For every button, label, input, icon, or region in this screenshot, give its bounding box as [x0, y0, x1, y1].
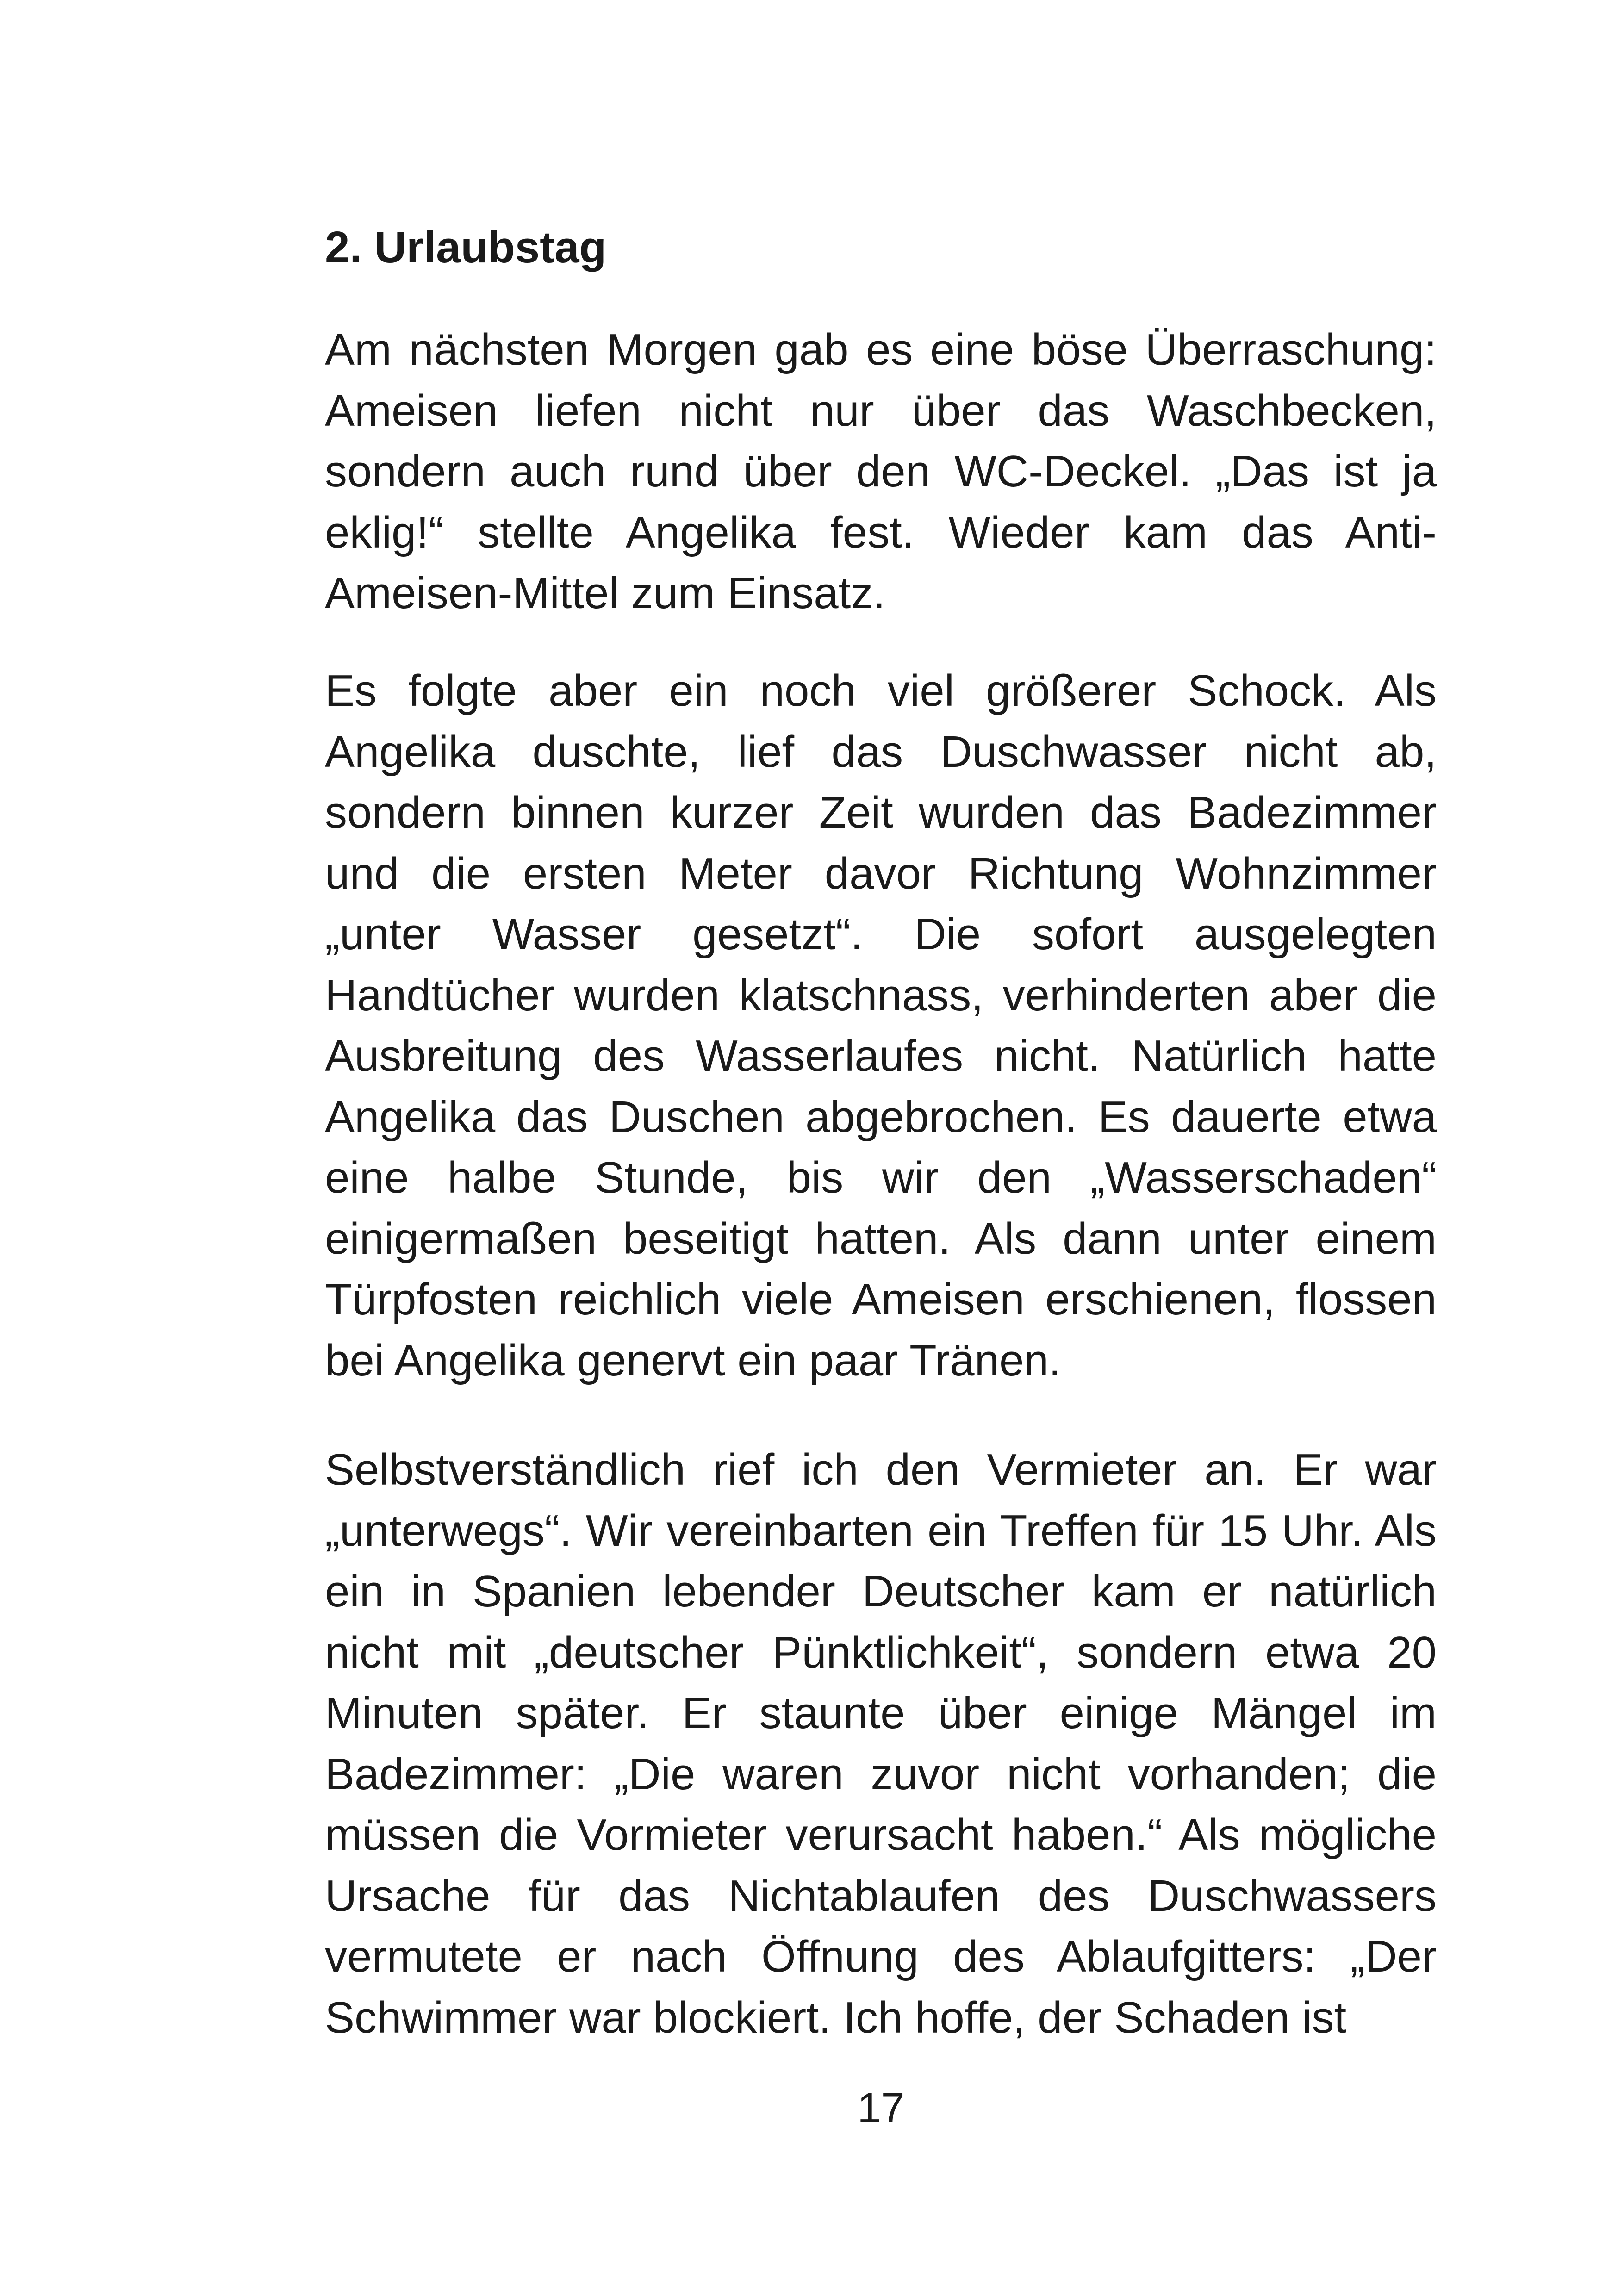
paragraph-ant-surprise: Am nächsten Morgen gab es eine böse Überraschung: Ameisen liefen nicht nur über das Waschbecken, sondern auch rund über den WC-Deckel. „Das ist ja eklig!“ stellte Angelika fest. Wieder kam das Anti-Ameisen-Mittel zum Einsatz.	[325, 325, 1437, 618]
chapter-heading: 2. Urlaubstag	[325, 223, 607, 272]
paragraph-landlord-visit: Selbstverständlich rief ich den Vermieter an. Er war „unterwegs“. Wir vereinbarten ein Treffen für 15 Uhr. Als ein in Spanien lebender Deutscher kam er natürlich nicht mit „deutscher Pünktlichkeit“, sondern etwa 20 Minuten später. Er staunte über einige Mängel im Badezimmer: „Die waren zuvor nicht vorhanden; die müssen die Vormieter verursacht haben.“ Als mögliche Ursache für das Nichtablaufen des Duschwassers vermutete er nach Öffnung des Ablaufgitters: „Der Schwimmer war blockiert. Ich hoffe, der Schaden ist	[325, 1445, 1437, 2042]
page-number: 17	[857, 2084, 905, 2132]
paragraph-shower-flood: Es folgte aber ein noch viel größerer Schock. Als Angelika duschte, lief das Duschwasser nicht ab, sondern binnen kurzer Zeit wurden das Badezimmer und die ersten Meter davor Richtung Wohnzimmer „unter Wasser gesetzt“. Die sofort ausgelegten Handtücher wurden klatschnass, verhinderten aber die Ausbreitung des Wasserlaufes nicht. Natürlich hatte Angelika das Duschen abgebrochen. Es dauerte etwa eine halbe Stunde, bis wir den „Wasserschaden“ einigermaßen beseitigt hatten. Als dann unter einem Türpfosten reichlich viele Ameisen erschienen, flossen bei Angelika genervt ein paar Tränen.	[325, 666, 1437, 1385]
